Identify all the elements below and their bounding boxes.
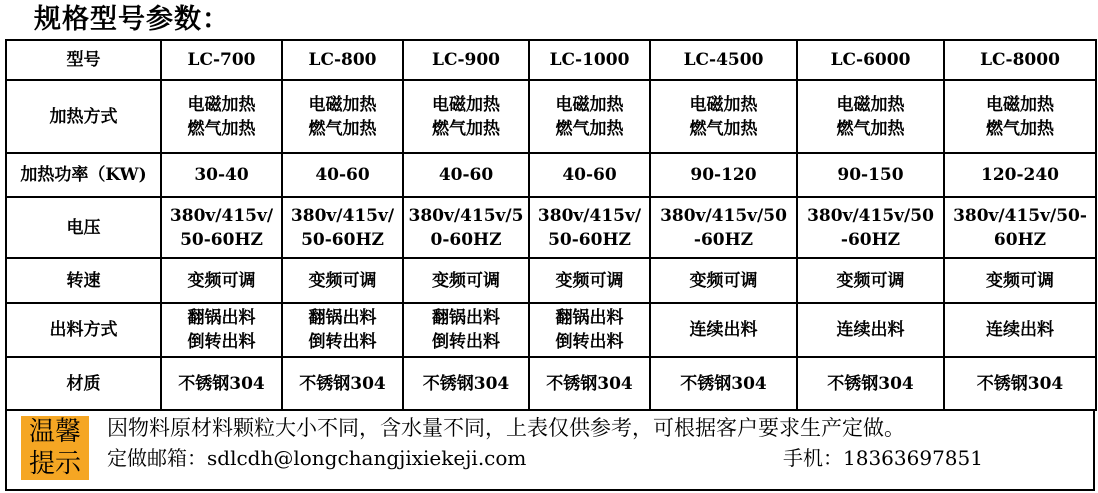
- row-label: 加热方式: [6, 80, 161, 153]
- cell-line: 变频可调: [432, 270, 500, 291]
- cell-line: -60HZ: [693, 229, 754, 250]
- header-model: LC-800: [282, 40, 403, 80]
- table-cell: [944, 303, 1096, 357]
- cell-line: 90-150: [837, 165, 904, 185]
- table-cell: [650, 197, 797, 258]
- table-cell: [529, 303, 650, 357]
- note-phone: 手机：18363697851: [783, 446, 983, 470]
- table-cell: [161, 197, 282, 258]
- table-cell: [944, 258, 1096, 303]
- table-cell: [797, 197, 944, 258]
- cell-line: 不锈钢304: [546, 373, 633, 394]
- table-row: [6, 357, 1096, 410]
- cell-line: 40-60: [562, 165, 617, 185]
- cell-line: 380v/415v/: [169, 205, 274, 226]
- table-cell: [529, 357, 650, 410]
- table-cell: [529, 153, 650, 197]
- cell-line: 燃气加热: [986, 118, 1054, 139]
- cell-line: 倒转出料: [555, 332, 624, 352]
- table-cell: [282, 80, 403, 153]
- table-cell: [282, 357, 403, 410]
- cell-line: 380v/415v/: [290, 205, 395, 226]
- cell-line: 燃气加热: [836, 118, 905, 139]
- header-row: [6, 40, 1096, 80]
- table-cell: [797, 303, 944, 357]
- header-model: LC-6000: [797, 40, 944, 80]
- cell-line: 变频可调: [836, 270, 905, 291]
- cell-line: 电磁加热: [187, 94, 256, 115]
- cell-line: 不锈钢304: [299, 373, 386, 394]
- table-cell: [529, 258, 650, 303]
- cell-line: 380v/415v/5: [408, 205, 524, 226]
- cell-line: 翻锅出料: [187, 308, 256, 328]
- tip-badge: [21, 416, 89, 480]
- cell-line: 40-60: [438, 165, 494, 185]
- table-cell: [403, 197, 529, 258]
- table-cell: [403, 153, 529, 197]
- table-cell: [282, 197, 403, 258]
- table-cell: [797, 258, 944, 303]
- cell-line: 电磁加热: [836, 94, 905, 115]
- cell-line: 30-40: [194, 165, 249, 185]
- header-model: LC-900: [403, 40, 529, 80]
- cell-line: 0-60HZ: [430, 229, 502, 250]
- cell-line: 不锈钢304: [422, 373, 510, 394]
- cell-line: 变频可调: [986, 270, 1054, 291]
- table-cell: [161, 357, 282, 410]
- note-text: 因物料原材料颗粒大小不同，含水量不同，上表仅供参考，可根据客户要求生产定做。: [107, 416, 905, 440]
- cell-line: 变频可调: [308, 270, 377, 291]
- cell-line: 不锈钢304: [827, 373, 914, 394]
- cell-line: 50-60HZ: [301, 229, 384, 250]
- table-cell: [403, 258, 529, 303]
- header-model: LC-8000: [944, 40, 1096, 80]
- cell-line: 40-60: [315, 165, 370, 185]
- cell-line: 50-60HZ: [180, 229, 263, 250]
- header-label: 型号: [6, 40, 161, 80]
- table-cell: [282, 258, 403, 303]
- spec-table: [5, 39, 1097, 411]
- table-cell: [403, 357, 529, 410]
- cell-line: 380v/415v/50: [660, 205, 787, 226]
- cell-line: 变频可调: [555, 270, 624, 291]
- page-title: 规格型号参数：: [34, 4, 230, 35]
- table-row: [6, 80, 1096, 153]
- cell-line: 电磁加热: [555, 94, 624, 115]
- cell-line: 380v/415v/50: [807, 205, 934, 226]
- table-row: [6, 258, 1096, 303]
- row-label: 材质: [6, 357, 161, 410]
- cell-line: 连续出料: [836, 320, 905, 340]
- cell-line: 燃气加热: [308, 118, 377, 139]
- cell-line: 变频可调: [187, 270, 256, 291]
- row-label: 加热功率（KW): [6, 153, 161, 197]
- cell-line: 倒转出料: [308, 332, 377, 352]
- table-cell: [650, 357, 797, 410]
- table-cell: [403, 303, 529, 357]
- cell-line: 电磁加热: [432, 94, 500, 115]
- cell-line: 50-60HZ: [548, 229, 631, 250]
- table-cell: [944, 80, 1096, 153]
- cell-line: 380v/415v/: [537, 205, 642, 226]
- cell-line: 翻锅出料: [555, 308, 624, 328]
- table-cell: [650, 258, 797, 303]
- row-label: 电压: [6, 197, 161, 258]
- cell-line: 90-120: [690, 165, 757, 185]
- table-cell: [282, 153, 403, 197]
- cell-line: 连续出料: [986, 320, 1054, 340]
- cell-line: 不锈钢304: [976, 373, 1064, 394]
- note-email: 定做邮箱：sdlcdh@longchangjixiekeji.com: [107, 446, 527, 470]
- table-cell: [650, 153, 797, 197]
- header-model: LC-4500: [650, 40, 797, 80]
- table-cell: [403, 80, 529, 153]
- cell-line: 60HZ: [993, 229, 1047, 250]
- table-cell: [650, 303, 797, 357]
- cell-line: -60HZ: [840, 229, 901, 250]
- row-label: 出料方式: [6, 303, 161, 357]
- table-row: [6, 303, 1096, 357]
- spec-table-body: [6, 40, 1096, 410]
- tip-line-1: 温馨: [28, 417, 81, 447]
- table-cell: [161, 80, 282, 153]
- cell-line: 变频可调: [689, 270, 758, 291]
- tip-line-2: 提示: [28, 449, 81, 479]
- cell-line: 380v/415v/50-: [953, 205, 1087, 226]
- row-label: 转速: [6, 258, 161, 303]
- cell-line: 不锈钢304: [178, 373, 265, 394]
- table-cell: [161, 303, 282, 357]
- cell-line: 电磁加热: [308, 94, 377, 115]
- table-cell: [797, 357, 944, 410]
- cell-line: 120-240: [980, 165, 1060, 185]
- note-box: [5, 409, 1095, 491]
- header-model: LC-700: [161, 40, 282, 80]
- table-cell: [529, 197, 650, 258]
- table-cell: [797, 80, 944, 153]
- table-cell: [797, 153, 944, 197]
- cell-line: 翻锅出料: [308, 308, 377, 328]
- table-cell: [161, 153, 282, 197]
- cell-line: 燃气加热: [689, 118, 758, 139]
- table-cell: [161, 258, 282, 303]
- table-cell: [282, 303, 403, 357]
- cell-line: 燃气加热: [432, 118, 500, 139]
- table-cell: [944, 197, 1096, 258]
- cell-line: 连续出料: [689, 320, 758, 340]
- cell-line: 倒转出料: [187, 332, 256, 352]
- cell-line: 燃气加热: [555, 118, 624, 139]
- table-row: [6, 153, 1096, 197]
- header-model: LC-1000: [529, 40, 650, 80]
- table-cell: [529, 80, 650, 153]
- cell-line: 翻锅出料: [432, 308, 500, 328]
- cell-line: 不锈钢304: [680, 373, 767, 394]
- table-row: [6, 197, 1096, 258]
- table-cell: [650, 80, 797, 153]
- table-cell: [944, 153, 1096, 197]
- cell-line: 燃气加热: [187, 118, 256, 139]
- cell-line: 电磁加热: [689, 94, 758, 115]
- table-cell: [944, 357, 1096, 410]
- cell-line: 倒转出料: [432, 332, 500, 352]
- cell-line: 电磁加热: [986, 94, 1054, 115]
